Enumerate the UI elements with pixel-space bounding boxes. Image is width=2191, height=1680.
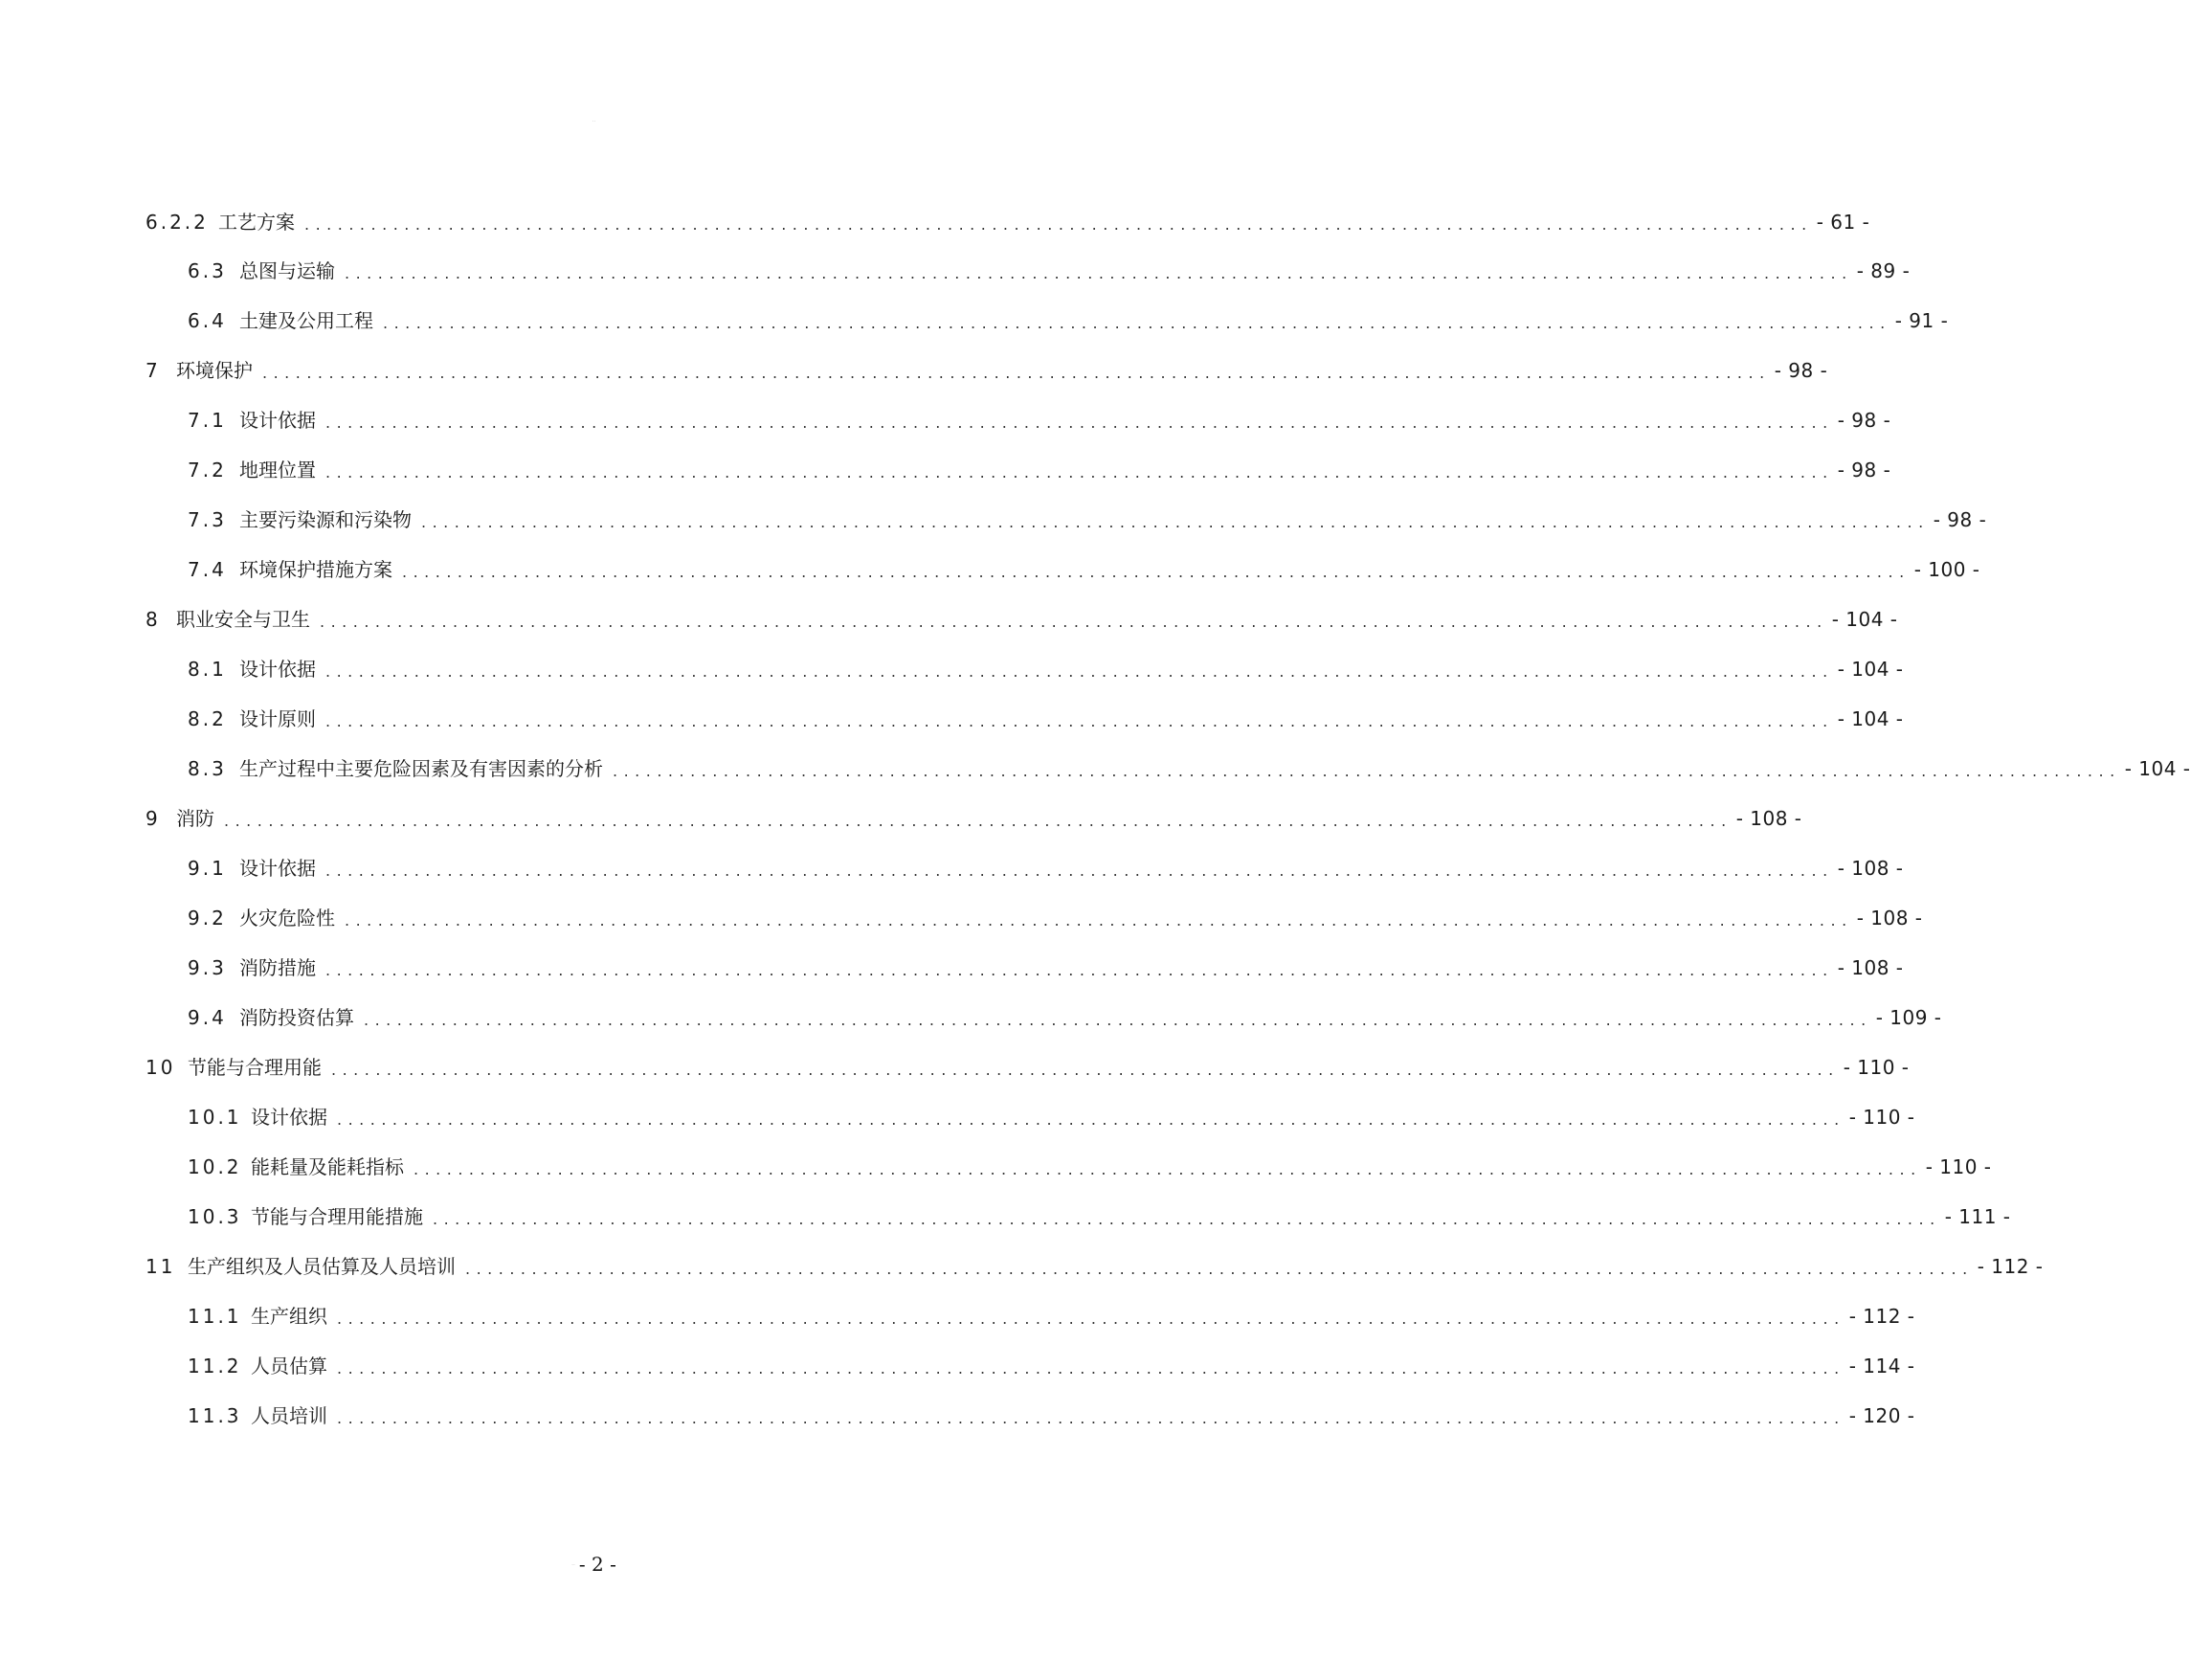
toc-entry-page: - 98 - — [1774, 359, 1828, 382]
toc-entry-title: 地理位置 — [239, 459, 316, 482]
toc-entry-page: - 100 - — [1913, 558, 1980, 581]
toc-entry-page: - 104 - — [1831, 608, 1898, 631]
toc-leader-dots: ........................................................................................................................................ — [320, 613, 1828, 631]
toc-entry[interactable] — [188, 1401, 1915, 1430]
toc-leader-dots: ........................................................................................................................................ — [364, 1011, 1872, 1029]
toc-entry[interactable] — [188, 456, 1891, 484]
toc-entry[interactable] — [188, 406, 1891, 435]
toc-leader-dots: ........................................................................................................................................ — [337, 1359, 1845, 1378]
toc-entry-page: - 110 - — [1848, 1106, 1915, 1129]
toc-leader-dots: ........................................................................................................................................ — [337, 1310, 1845, 1328]
page-number: - 2 - — [578, 1553, 616, 1576]
toc-entry-title: 设计依据 — [251, 1106, 327, 1129]
toc-leader-dots: ........................................................................................................................................ — [304, 215, 1813, 234]
toc-entry-title: 节能与合理用能措施 — [251, 1205, 423, 1228]
toc-entry-page: - 110 - — [1843, 1056, 1910, 1079]
toc-entry[interactable] — [188, 1302, 1915, 1331]
toc-entry-page: - 112 - — [1977, 1255, 2044, 1278]
toc-entry-page: - 114 - — [1848, 1355, 1915, 1378]
toc-leader-dots: ........................................................................................................................................ — [345, 264, 1853, 282]
toc-entry-title: 环境保护 — [176, 359, 253, 382]
toc-entry-title: 生产过程中主要危险因素及有害因素的分析 — [239, 757, 603, 780]
toc-entry-title: 生产组织 — [251, 1305, 327, 1328]
toc-entry-title: 设计依据 — [239, 658, 316, 681]
toc-entry-number: 8.2 — [188, 707, 227, 730]
toc-leader-dots: ........................................................................................................................................ — [383, 314, 1891, 332]
toc-entry[interactable] — [188, 1003, 1942, 1032]
toc-entry-number: 7.1 — [188, 409, 227, 432]
toc-leader-dots: ........................................................................................................................................ — [402, 563, 1911, 581]
toc-entry[interactable] — [188, 953, 1904, 982]
toc-entry[interactable] — [145, 356, 1828, 385]
toc-entry[interactable] — [145, 804, 1802, 833]
toc-entry-title: 消防投资估算 — [239, 1006, 354, 1029]
toc-leader-dots: ........................................................................................................................................ — [325, 414, 1834, 432]
toc-entry-title: 设计依据 — [239, 857, 316, 880]
toc-entry[interactable] — [188, 655, 1904, 683]
toc-entry-page: - 91 - — [1894, 309, 1949, 332]
toc-entry-number: 7.2 — [188, 459, 227, 482]
toc-entry-number: 9.3 — [188, 956, 227, 979]
toc-leader-dots: ........................................................................................................................................ — [421, 513, 1930, 531]
toc-entry-number: 8.1 — [188, 658, 227, 681]
toc-entry-page: - 111 - — [1944, 1205, 2011, 1228]
toc-entry[interactable] — [188, 705, 1904, 733]
toc-entry-number: 10 — [145, 1056, 176, 1079]
toc-entry-number: 6.2.2 — [145, 211, 209, 234]
toc-entry-title: 人员估算 — [251, 1355, 327, 1378]
toc-leader-dots: ........................................................................................................................................ — [337, 1110, 1845, 1129]
toc-entry-title: 工艺方案 — [218, 211, 295, 234]
toc-leader-dots: ........................................................................................................................................ — [224, 812, 1733, 830]
footer-mark: ·· — [571, 1562, 575, 1569]
toc-entry-number: 7.4 — [188, 558, 227, 581]
toc-entry-number: 9 — [145, 807, 161, 830]
toc-leader-dots: ........................................................................................................................................ — [325, 662, 1834, 681]
toc-leader-dots: ........................................................................................................................................ — [325, 961, 1834, 979]
toc-entry-page: - 108 - — [1856, 907, 1923, 930]
toc-entry-title: 主要污染源和污染物 — [239, 508, 412, 531]
toc-entry-title: 消防措施 — [239, 956, 316, 979]
toc-entry-page: - 108 - — [1837, 956, 1904, 979]
toc-entry-page: - 98 - — [1837, 409, 1891, 432]
toc-entry-title: 能耗量及能耗指标 — [251, 1155, 404, 1178]
toc-entry-page: - 104 - — [1837, 707, 1904, 730]
toc-entry-page: - 112 - — [1848, 1305, 1915, 1328]
toc-entry-number: 9.4 — [188, 1006, 227, 1029]
toc-leader-dots: ........................................................................................................................................ — [325, 712, 1834, 730]
toc-entry-page: - 108 - — [1837, 857, 1904, 880]
toc-entry-title: 职业安全与卫生 — [176, 608, 310, 631]
toc-entry-page: - 89 - — [1856, 259, 1911, 282]
toc-entry-title: 人员培训 — [251, 1404, 327, 1427]
toc-entry[interactable] — [188, 1103, 1915, 1131]
toc-leader-dots: ........................................................................................................................................ — [433, 1210, 1941, 1228]
toc-leader-dots: ........................................................................................................................................ — [331, 1061, 1840, 1079]
toc-entry-page: - 61 - — [1816, 211, 1870, 234]
toc-leader-dots: ........................................................................................................................................ — [414, 1160, 1922, 1178]
toc-entry[interactable] — [188, 754, 2191, 783]
toc-entry-number: 10.3 — [188, 1205, 242, 1228]
toc-entry-number: 11.3 — [188, 1404, 242, 1427]
toc-entry-page: - 120 - — [1848, 1404, 1915, 1427]
toc-entry[interactable] — [188, 1202, 2011, 1231]
header-mark: ·· — [592, 119, 596, 125]
toc-leader-dots: ........................................................................................................................................ — [345, 911, 1853, 930]
toc-entry-title: 设计原则 — [239, 707, 316, 730]
toc-entry-number: 10.1 — [188, 1106, 242, 1129]
toc-entry-title: 节能与合理用能 — [188, 1056, 322, 1079]
toc-leader-dots: ........................................................................................................................................ — [337, 1409, 1845, 1427]
toc-entry-title: 环境保护措施方案 — [239, 558, 392, 581]
toc-entry[interactable] — [188, 1153, 1992, 1181]
toc-entry-page: - 98 - — [1933, 508, 1987, 531]
toc-entry[interactable] — [145, 1252, 2044, 1281]
toc-entry-page: - 104 - — [2124, 757, 2191, 780]
toc-entry-number: 11.2 — [188, 1355, 242, 1378]
toc-entry-page: - 110 - — [1925, 1155, 1992, 1178]
toc-entry-number: 7.3 — [188, 508, 227, 531]
toc-entry[interactable] — [188, 306, 1949, 335]
toc-leader-dots: ........................................................................................................................................ — [325, 862, 1834, 880]
toc-entry-title: 消防 — [176, 807, 214, 830]
toc-entry-number: 11.1 — [188, 1305, 242, 1328]
toc-entry-title: 生产组织及人员估算及人员培训 — [188, 1255, 456, 1278]
toc-leader-dots: ........................................................................................................................................ — [262, 364, 1771, 382]
toc-entry-number: 8 — [145, 608, 161, 631]
toc-entry[interactable] — [188, 1352, 1915, 1380]
toc-leader-dots: ........................................................................................................................................ — [613, 762, 2121, 780]
toc-entry-number: 11 — [145, 1255, 176, 1278]
toc-entry-page: - 108 - — [1735, 807, 1802, 830]
toc-entry[interactable] — [145, 208, 1870, 236]
toc-entry[interactable] — [188, 257, 1911, 285]
toc-entry-number: 6.3 — [188, 259, 227, 282]
toc-entry[interactable] — [188, 904, 1923, 932]
toc-entry[interactable] — [145, 1053, 1910, 1082]
toc-entry-title: 总图与运输 — [239, 259, 335, 282]
toc-entry-title: 土建及公用工程 — [239, 309, 373, 332]
toc-entry-page: - 98 - — [1837, 459, 1891, 482]
toc-entry-page: - 109 - — [1875, 1006, 1942, 1029]
toc-entry-number: 9.2 — [188, 907, 227, 930]
toc-entry-title: 火灾危险性 — [239, 907, 335, 930]
toc-entry-number: 7 — [145, 359, 161, 382]
toc-entry-number: 6.4 — [188, 309, 227, 332]
toc-entry[interactable] — [188, 854, 1904, 883]
toc-leader-dots: ........................................................................................................................................ — [325, 463, 1834, 482]
toc-entry-number: 8.3 — [188, 757, 227, 780]
toc-entry-number: 10.2 — [188, 1155, 242, 1178]
toc-leader-dots: ........................................................................................................................................ — [465, 1260, 1974, 1278]
toc-entry[interactable] — [145, 605, 1898, 634]
toc-entry-page: - 104 - — [1837, 658, 1904, 681]
toc-entry-number: 9.1 — [188, 857, 227, 880]
toc-entry[interactable] — [188, 505, 1987, 534]
toc-entry[interactable] — [188, 555, 1980, 584]
page-footer — [0, 1553, 1188, 1576]
toc-entry-title: 设计依据 — [239, 409, 316, 432]
